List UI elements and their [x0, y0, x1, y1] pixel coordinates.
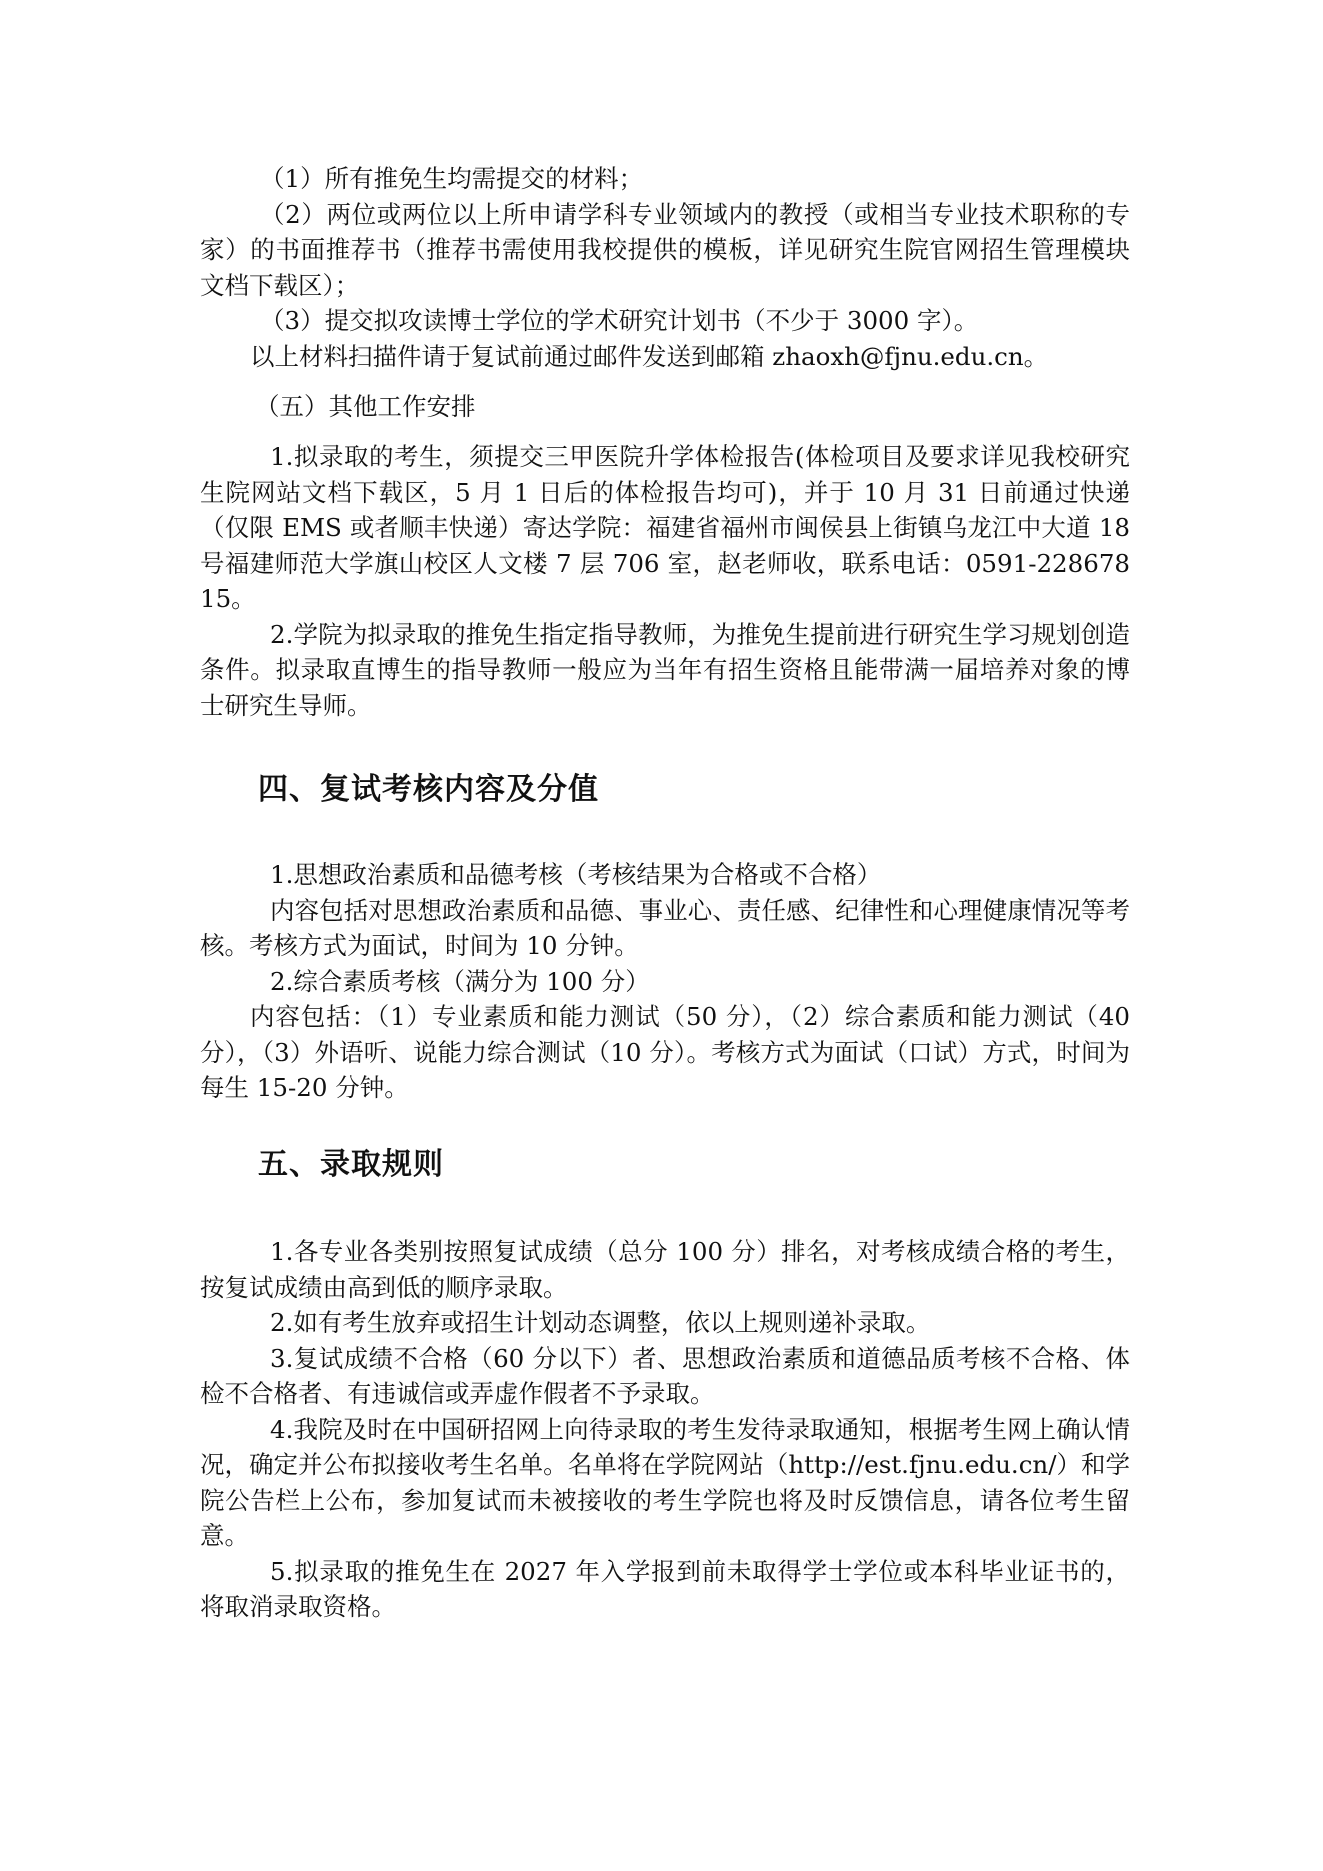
- section-heading-4: 四、复试考核内容及分值: [258, 772, 599, 807]
- section4-body: [200, 857, 1130, 1106]
- paragraph-material-2: （2）两位或两位以上所申请学科专业领域内的教授（或相当专业技术职称的专家）的书面推荐书（推荐书需使用我校提供的模板，详见研究生院官网招生管理模块文档下载区）；: [200, 199, 1130, 300]
- section5-body: [200, 1234, 1130, 1625]
- paragraph-rule-2: 2.如有考生放弃或招生计划动态调整，依以上规则递补录取。: [270, 1308, 931, 1337]
- paragraph-comprehensive-title: 2.综合素质考核（满分为 100 分）: [270, 966, 650, 996]
- other-arrangements-block: [200, 439, 1130, 723]
- paragraph-rule-1: 1.各专业各类别按照复试成绩（总分 100 分）排名，对考核成绩合格的考生，按复试成绩由高到低的顺序录取。: [200, 1237, 1130, 1302]
- paragraph-political-title: 1.思想政治素质和品德考核（考核结果为合格或不合格）: [270, 860, 882, 889]
- paragraph-arrangement-2: 2.学院为拟录取的推免生指定指导教师，为推免生提前进行研究生学习规划创造条件。拟录取直博生的指导教师一般应为当年有招生资格且能带满一届培养对象的博士研究生导师。: [200, 619, 1130, 720]
- materials-block: [200, 161, 1130, 374]
- paragraph-political-content: 内容包括对思想政治素质和品德、事业心、责任感、纪律性和心理健康情况等考核。考核方式为面试，时间为 10 分钟。: [200, 895, 1130, 960]
- paragraph-comprehensive-content: 内容包括：（1）专业素质和能力测试（50 分），（2）综合素质和能力测试（40 分），（3）外语听、说能力综合测试（10 分）。考核方式为面试（口试）方式，时间为每生 15-20 分钟。: [200, 1002, 1130, 1102]
- paragraph-rule-4: 4.我院及时在中国研招网上向待录取的考生发待录取通知，根据考生网上确认情况，确定并公布拟接收考生名单。名单将在学院网站（http://est.fjnu.edu.cn/）和学院公告栏上公布，参加复试而未被接收的考生学院也将及时反馈信息，请各位考生留意。: [200, 1414, 1130, 1550]
- paragraph-rule-5: 5.拟录取的推免生在 2027 年入学报到前未取得学士学位或本科毕业证书的，将取消录取资格。: [200, 1556, 1130, 1621]
- section-heading-5: 五、录取规则: [258, 1147, 444, 1182]
- paragraph-material-1: （1）所有推免生均需提交的材料；: [260, 164, 644, 193]
- paragraph-rule-3: 3.复试成绩不合格（60 分以下）者、思想政治素质和道德品质考核不合格、体检不合格者、有违诚信或弄虚作假者不予录取。: [200, 1343, 1130, 1408]
- paragraph-material-3: （3）提交拟攻读博士学位的学术研究计划书（不少于 3000 字）。: [260, 306, 979, 335]
- paragraph-arrangement-1: 1.拟录取的考生，须提交三甲医院升学体检报告(体检项目及要求详见我校研究生院网站文档下载区，5 月 1 日后的体检报告均可)，并于 10 月 31 日前通过快递（仅限 EMS 或者顺丰快递）寄达学院：福建省福州市闽侯县上街镇乌龙江中大道 18 号福建师范大学旗山校区人文楼 7 层 706 室，赵老师收，联系电话：0591-22867815。: [200, 442, 1130, 613]
- paragraph-email-note: 以上材料扫描件请于复试前通过邮件发送到邮箱 zhaoxh@fjnu.edu.cn。: [250, 341, 1049, 371]
- subsection-title-other: （五）其他工作安排: [255, 392, 476, 421]
